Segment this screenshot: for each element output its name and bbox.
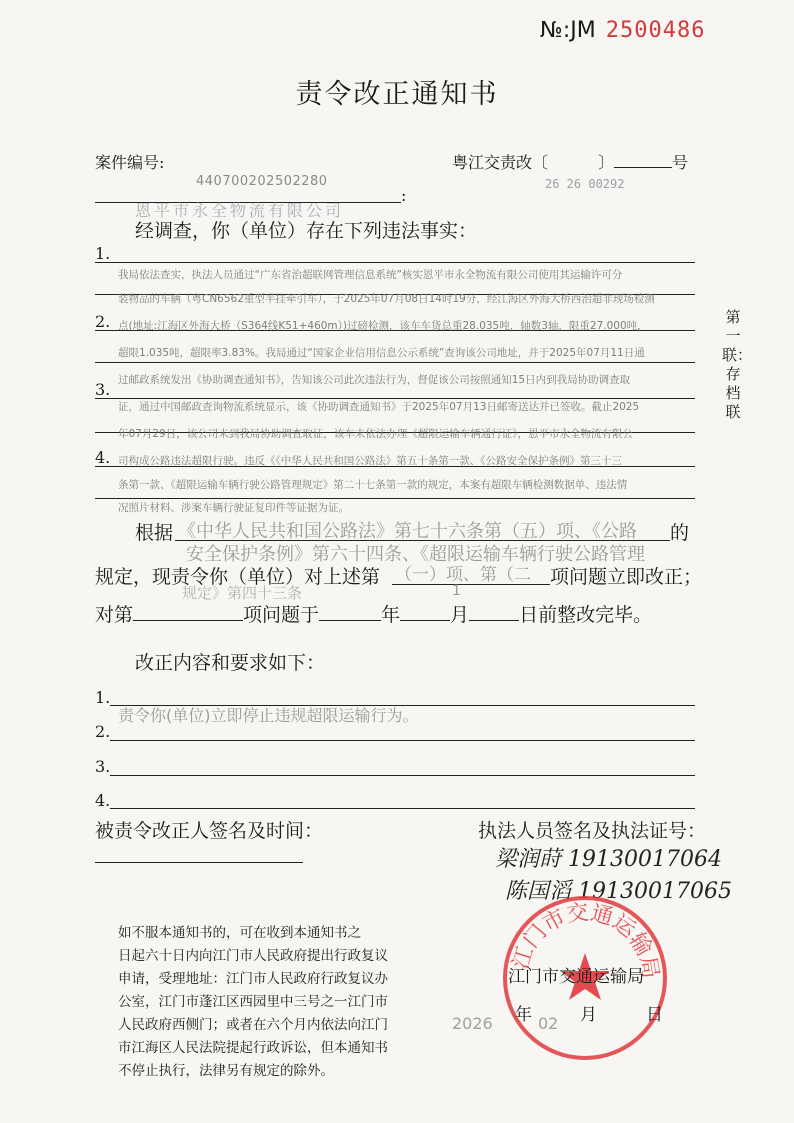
deadline-year: 年 [381,604,401,626]
notice-line: 公室，江门市蓬江区西园里中三号之一江门市 [118,994,388,1010]
req-number: 4. [95,791,111,810]
fact-text-line: 条第一款、《超限运输车辆行驶公路管理规定》第二十七条第一款的规定，本案有超限车辆检测数据单、违法情 [118,479,628,491]
doc-number-label [452,150,688,173]
officer-signature-2: 陈国滔 19130017065 [505,879,732,904]
fact-number: 1. [95,244,111,263]
issuer-year-fill: 2026 [452,1014,493,1033]
fact-text-line: 装物品的车辆（粤CN6562重型半挂牵引车），于2025年07月08日14时19分，经江海区外海大桥西治超非现场检测 [118,293,655,305]
issuer-year: 年 [515,1005,532,1025]
deadline-month: 月 [450,604,470,626]
serial-value: 2500486 [605,18,706,43]
req-number: 2. [95,722,111,741]
page-mark: 1 [452,583,461,599]
notice-line: 市江海区人民法院提起行政诉讼，但本通知书 [118,1040,388,1056]
officer-signature-label: 执法人员签名及执法证号： [478,820,707,842]
party-colon: : [401,186,407,205]
copy-label: 第一联：存档联 [722,308,753,421]
fact-text-line: 过邮政系统发出《协助调查通知书》，告知该公司此次违法行为，督促该公司按照通知15日内到我局协助调查取 [118,374,631,386]
deadline-row [95,600,652,627]
req-rule [110,808,695,809]
basis-lead: 根据 [135,522,174,544]
issuer-month: 月 [580,1005,597,1025]
basis-line3-post: 项问题立即改正； [550,566,703,588]
fact-rule [95,498,695,499]
notice-line: 如不服本通知书的，可在收到本通知书之 [118,925,361,941]
basis-suffix: 的 [670,522,690,544]
fact-rule [95,262,695,263]
notice-line: 申请，受理地址：江门市人民政府行政复议办 [118,971,388,987]
officer-signature-1: 梁润莳 19130017064 [495,847,722,872]
doc-bracket-close: 〕 [598,153,615,172]
stamp-arc-text: 江门市交通运输局 [508,900,663,981]
basis-fill-3: 规定》第四十三条 [182,584,303,602]
requirements-heading: 改正内容和要求如下： [135,652,326,674]
doc-prefix: 粤江交责改〔 [452,153,549,172]
fact-text-line: 况照片材料、涉案车辆行驶证复印件等证据为证。 [118,502,349,514]
document-title: 责令改正通知书 [295,79,499,110]
serial-number [540,18,705,43]
req-rule [110,740,695,741]
issuer-month-fill: 02 [538,1014,559,1033]
req-rule [110,775,695,776]
items-fill: （一）项、第（二 [395,565,531,585]
notice-line: 不停止执行，法律另有规定的除外。 [118,1063,334,1079]
fact-text-line: 我局依法查实，执法人员通过“广东省治超联网管理信息系统”核实恩平市永全物流有限公司使用其运输许可分 [118,269,623,281]
fact-text-line: 年07月29日，该公司未到我局协助调查取证，该车未依法办理《超限运输车辆通行证》，恩平市永全物流有限公 [118,428,633,440]
serial-prefix: №:JM [540,18,596,43]
doc-suffix: 号 [672,153,689,172]
notice-line: 日起六十日内向江门市人民政府提出行政复议 [118,948,388,964]
case-number-value: 440700202502280 [196,174,328,189]
fact-text-line: 司构成公路违法超限行驶。违反《《中华人民共和国公路法》第五十条第一款、《公路安全保护条例》第三十三 [118,455,622,467]
party-signature-line [95,862,303,863]
fact-number: 2. [95,312,111,331]
basis-fill-2: 安全保护条例》第六十四条、《超限运输车辆行驶公路管理 [186,544,645,565]
party-name: 恩平市永全物流有限公司 [135,201,345,220]
deadline-end: 日前整改完毕。 [519,604,653,626]
req-item-1: 责令你(单位)立即停止违规超限运输行为。 [118,706,419,725]
issuer-name: 江门市交通运输局 [508,967,644,987]
basis-fill-1: 《中华人民共和国公路法》第七十六条第（五）项、《公路 [178,521,637,542]
req-number: 3. [95,757,111,776]
notice-line: 人民政府西侧门；或者在六个月内依法向江门 [118,1017,388,1033]
facts-intro: 经调查，你（单位）存在下列违法事实： [135,220,478,242]
fact-text-line: 证，通过中国邮政查询物流系统显示，该《协助调查通知书》于2025年07月13日邮寄送达并已签收。截止2025 [118,401,640,413]
fact-number: 4. [95,448,111,467]
case-number-label: 案件编号: [95,153,165,172]
party-signature-label: 被责令改正人签名及时间： [95,820,324,842]
issuer-day: 日 [646,1005,663,1025]
fact-text-line: 超限1.035吨，超限率3.83%。我局通过“国家企业信用信息公示系统”查询该公司地址，并于2025年07月11日通 [118,347,645,359]
fact-number: 3. [95,380,111,399]
deadline-dui: 对第 [95,604,134,626]
req-number: 1. [95,688,111,707]
basis-line3-pre: 规定，现责令你（单位）对上述第 [95,566,381,588]
fact-text-line: 点(地址:江海区外海大桥（S364线K51+460m）)过磅检测，该车车货总重28.035吨，轴数3轴，限重27.000吨， [118,320,648,332]
doc-number-value: 26 26 00292 [545,177,625,191]
deadline-xiang: 项问题于 [243,604,320,626]
fact-rule [95,362,695,363]
